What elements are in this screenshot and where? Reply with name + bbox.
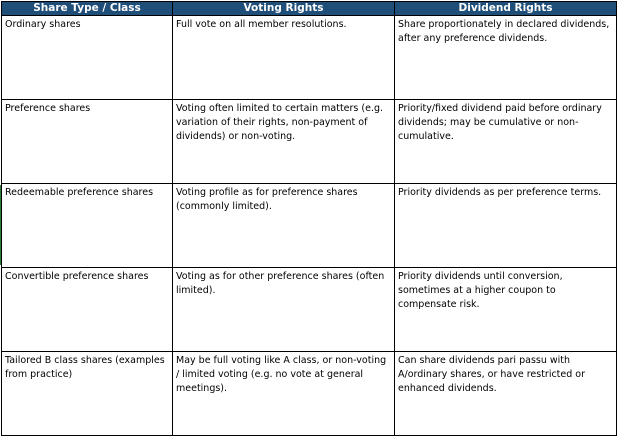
dividend-rights-cell[interactable] <box>395 352 617 436</box>
column-header-share-type[interactable]: Share Type / Class <box>2 2 173 16</box>
cell-text: Convertible preference shares <box>5 271 149 282</box>
cell-text: Voting profile as for preference shares (commonly limited). <box>176 187 358 212</box>
table-row <box>2 352 617 436</box>
dividend-rights-cell[interactable] <box>395 16 617 100</box>
cell-text: Tailored B class shares (examples from practice) <box>5 355 165 380</box>
table-row <box>2 268 617 352</box>
cell-text: Full vote on all member resolutions. <box>176 19 347 30</box>
cell-text: Priority dividends until conversion, sometimes at a higher coupon to compensate risk. <box>398 271 563 310</box>
cell-text: Priority dividends as per preference terms. <box>398 187 602 198</box>
dividend-rights-cell[interactable] <box>395 100 617 184</box>
dividend-rights-cell[interactable] <box>395 184 617 268</box>
share-type-cell[interactable] <box>2 268 173 352</box>
cell-text: Preference shares <box>5 103 91 114</box>
column-header-voting-rights[interactable]: Voting Rights <box>173 2 395 16</box>
table-row <box>2 184 617 268</box>
column-header-dividend-rights[interactable]: Dividend Rights <box>395 2 617 16</box>
voting-rights-cell[interactable] <box>173 184 395 268</box>
voting-rights-cell[interactable] <box>173 16 395 100</box>
table-row <box>2 16 617 100</box>
share-type-cell[interactable] <box>2 100 173 184</box>
header-row <box>2 2 617 16</box>
cell-text: Redeemable preference shares <box>5 187 154 198</box>
cell-text: Priority/fixed dividend paid before ordinary dividends; may be cumulative or non-cumulative. <box>398 103 602 142</box>
cell-text: May be full voting like A class, or non-voting / limited voting (e.g. no vote at general meetings). <box>176 355 387 394</box>
voting-rights-cell[interactable] <box>173 352 395 436</box>
dividend-rights-cell[interactable] <box>395 268 617 352</box>
voting-rights-cell[interactable] <box>173 268 395 352</box>
cell-text: Can share dividends pari passu with A/ordinary shares, or have restricted or enhanced dividends. <box>398 355 586 394</box>
table-row <box>2 100 617 184</box>
cell-text: Voting as for other preference shares (often limited). <box>176 271 385 296</box>
share-rights-table <box>1 1 617 436</box>
voting-rights-cell[interactable] <box>173 100 395 184</box>
cell-text: Voting often limited to certain matters (e.g. variation of their rights, non-payment of dividends) or non-voting. <box>176 103 384 142</box>
cell-text: Ordinary shares <box>5 19 81 30</box>
share-type-cell[interactable] <box>2 16 173 100</box>
share-type-cell[interactable] <box>2 184 173 268</box>
share-type-cell[interactable] <box>2 352 173 436</box>
cell-text: Share proportionately in declared dividends, after any preference dividends. <box>398 19 610 44</box>
